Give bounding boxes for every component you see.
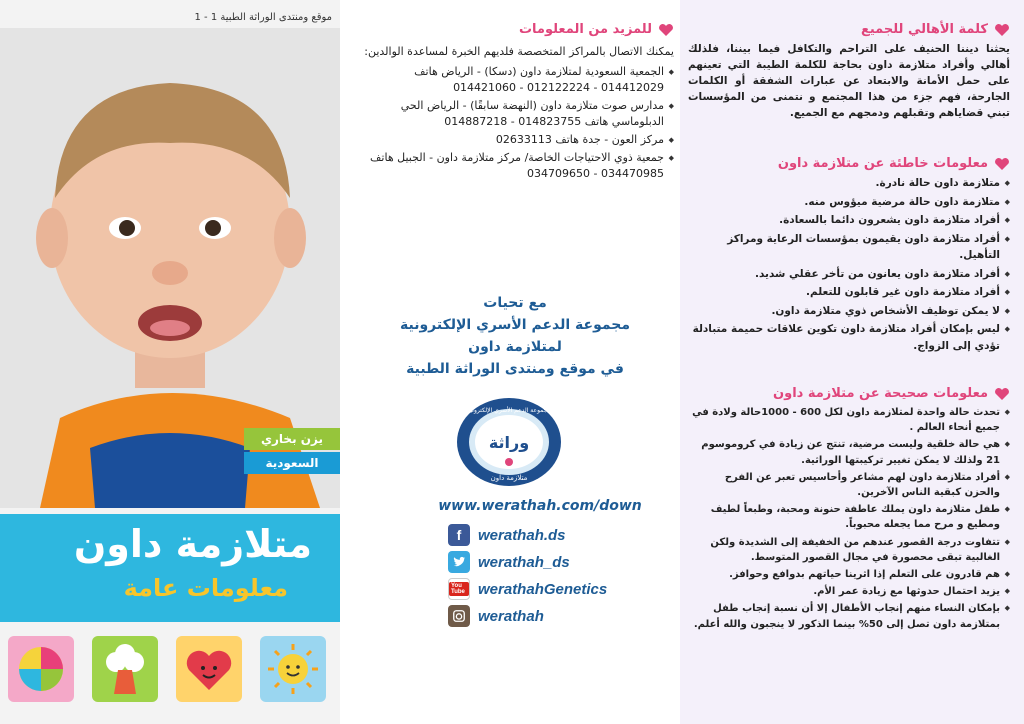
more-info-section — [352, 22, 674, 184]
youtube-link[interactable] — [448, 578, 607, 600]
greeting-line: مجموعة الدعم الأسري الإلكترونية — [399, 317, 631, 333]
facebook-link[interactable] — [448, 524, 566, 546]
list-item: ◆ هي حالة خلقية وليست مرضية، تنتج عن زيادة في كروموسوم 21 ولذلك لا يمكن تغيير تركيبتها الوراثية. — [688, 437, 1010, 467]
instagram-handle: werathah — [478, 607, 544, 625]
list-item: ◆ أفراد متلازمة داون يقيمون بمؤسسات الرعاية ومراكز التأهيل. — [688, 231, 1010, 264]
more-info-intro: يمكنك الاتصال بالمراكز المتخصصة فلديهم الخبرة لمساعدة الوالدين: — [364, 45, 674, 58]
country-tag: السعودية — [244, 452, 340, 474]
list-item: ◆ يزيد احتمال حدوثها مع زيادة عمر الأم. — [688, 584, 1010, 599]
list-item: ◆ متلازمة داون حالة نادرة. — [688, 175, 1010, 192]
facebook-icon: f — [448, 524, 470, 546]
twitter-handle: werathah_ds — [478, 553, 570, 571]
list-item: ◆ ليس بإمكان أفراد متلازمة داون تكوين علاقات حميمة متبادلة تؤدي إلى الزواج. — [688, 321, 1010, 354]
child-name-tag: يزن بخاري — [244, 428, 340, 450]
wrong-info-section — [688, 156, 1010, 356]
parents-heading: كلمة الأهالي للجميع — [688, 22, 1010, 37]
beach-ball-tile-icon — [8, 636, 74, 702]
heart-icon — [658, 23, 674, 37]
more-info-heading: للمزيد من المعلومات — [352, 22, 674, 37]
greeting-line: لمتلازمة داون — [468, 339, 562, 355]
logo-ring-text: مجموعة الدعم الأسري الإلكترونية — [467, 407, 551, 414]
correct-info-section — [688, 386, 1010, 634]
facebook-handle: werathah.ds — [478, 526, 566, 544]
logo-bottom-text: متلازمة داون — [490, 474, 528, 482]
list-item: ◆ أفراد متلازمة داون غير قابلون للتعلم. — [688, 284, 1010, 301]
cover-title: متلازمة داون — [73, 522, 312, 566]
heart-icon — [994, 157, 1010, 171]
list-item: ◆ هم قادرون على التعلم إذا اثرينا حياتهم بدوافع وحوافز. — [688, 567, 1010, 582]
correct-info-list — [688, 405, 1010, 632]
list-item: ◆ مركز العون - جدة هاتف 02633113 — [352, 132, 674, 148]
cover-panel — [0, 0, 340, 724]
list-item: ◆ لا يمكن توظيف الأشخاص ذوي متلازمة داون. — [688, 303, 1010, 320]
tree-tile-icon — [92, 636, 158, 702]
twitter-icon — [448, 551, 470, 573]
greeting-line: في موقع ومنتدى الوراثة الطبية — [406, 361, 624, 377]
werathah-logo — [455, 396, 563, 488]
parents-text: يحثنا ديننا الحنيف على التراحم والتكافل فيما بيننا، فلذلك أهالي وأفراد متلازمة داون بحاجة للكلمة الطيبة التي تعينهم على حمل الأمانة والابتعاد عن عبارات الشفقة أو الكلمات الجارحة، فهم جزء من هذا المجتمع و نتمنى من المؤسسات تبني قضاياهم وتقبلهم ودمجهم مع الجميع. — [688, 43, 1010, 119]
cover-subtitle: معلومات عامة — [123, 574, 288, 602]
list-item: ◆ طفل متلازمة داون يملك عاطفة حنونة ومحبة، وطبعاً لطيف ومطيع و مرح مما يجعله محبوباً. — [688, 502, 1010, 532]
list-item: ◆ تحدث حالة واحدة لمتلازمة داون لكل 600 - 1000حالة ولادة في جميع أنحاء العالم . — [688, 405, 1010, 435]
list-item: ◆ جمعية ذوي الاحتياجات الخاصة/ مركز متلازمة داون - الجبيل هاتف 034470985 - 034709650 — [352, 150, 674, 182]
website-link[interactable]: www.werathah.com/down — [438, 498, 642, 514]
wrong-info-list — [688, 175, 1010, 354]
correct-info-heading: معلومات صحيحة عن متلازمة داون — [688, 386, 1010, 401]
heart-icon — [994, 387, 1010, 401]
list-item: ◆ تتفاوت درجة القصور عندهم من الخفيفة إلى الشديدة ولكن الغالبية تبقى محصورة في مجال القصور المتوسط. — [688, 535, 1010, 565]
youtube-icon: You Tube — [448, 578, 470, 600]
cover-caption: موقع ومنتدى الوراثة الطبية 1 - 1 — [194, 12, 332, 23]
parents-section — [688, 22, 1010, 121]
list-item: ◆ متلازمة داون حالة مرضية ميؤوس منه. — [688, 194, 1010, 211]
sun-tile-icon — [260, 636, 326, 702]
logo-word: وراثة — [488, 433, 530, 452]
heart-tile-icon — [176, 636, 242, 702]
list-item: ◆ أفراد متلازمة داون يعانون من تأخر عقلي شديد. — [688, 266, 1010, 283]
list-item: ◆ بإمكان النساء منهم إنجاب الأطفال إلا أن نسبة إنجاب طفل بمتلازمة داون تصل إلى 50% بينما الذكور لا ينجبون والله أعلم. — [688, 601, 1010, 631]
greeting-line: مع تحيات — [483, 295, 547, 311]
list-item: ◆ مدارس صوت متلازمة داون (النهضة سابقًا) - الرياض الحي الدبلوماسي هاتف 014823755 - 014887218 — [352, 98, 674, 130]
instagram-icon — [448, 605, 470, 627]
greeting-block — [360, 292, 670, 380]
wrong-info-heading: معلومات خاطئة عن متلازمة داون — [688, 156, 1010, 171]
list-item: ◆ أفراد متلازمة داون يشعرون دائما بالسعادة. — [688, 212, 1010, 229]
heart-icon — [994, 23, 1010, 37]
twitter-link[interactable] — [448, 551, 570, 573]
list-item: ◆ الجمعية السعودية لمتلازمة داون (دسكا) - الرياض هاتف 014412029 - 012122224 - 014421060 — [352, 64, 674, 96]
list-item: ◆ أفراد متلازمة داون لهم مشاعر وأحاسيس تعبر عن الفرح والحزن كبقية الناس الآخرين. — [688, 470, 1010, 500]
instagram-link[interactable] — [448, 605, 544, 627]
youtube-handle: werathahGenetics — [478, 580, 608, 598]
centers-list — [352, 64, 674, 182]
